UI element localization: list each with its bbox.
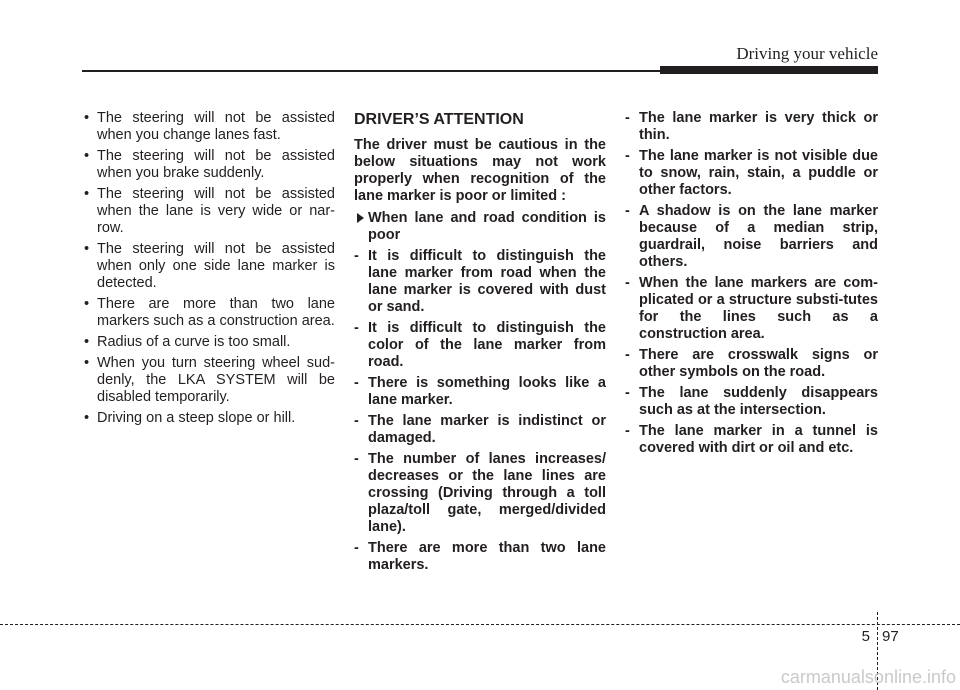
- list-item-text: A shadow is on the lane marker because of a median strip, guardrail, noise barriers and others.: [639, 203, 878, 270]
- list-item-text: The lane marker is not visible due to snow, rain, stain, a puddle or other factors.: [639, 148, 878, 198]
- list-item-text: The steering will not be assisted when you brake suddenly.: [97, 148, 335, 181]
- list-item: [354, 320, 606, 371]
- bullet-icon: •: [84, 410, 90, 426]
- header-rule: [82, 70, 660, 72]
- list-item-text: Driving on a steep slope or hill.: [97, 410, 296, 426]
- list-item-text: The lane suddenly disappears such as at the intersection.: [639, 385, 878, 418]
- dash-icon: -: [354, 451, 359, 467]
- list-item: [354, 413, 606, 447]
- section-title: Driving your vehicle: [736, 44, 878, 63]
- bullet-icon: •: [84, 148, 90, 164]
- list-item: [82, 241, 335, 292]
- middle-column: [354, 110, 606, 578]
- right-column: [625, 110, 878, 461]
- list-item: [354, 540, 606, 574]
- list-item-text: It is difficult to distinguish the color of the lane marker from road.: [368, 320, 606, 370]
- list-item-text: Radius of a curve is too small.: [97, 334, 291, 350]
- bullet-icon: •: [84, 296, 90, 312]
- dash-icon: -: [625, 275, 630, 291]
- footer-dashed-rule: [0, 624, 960, 625]
- dash-icon: -: [625, 423, 630, 439]
- list-item-text: When the lane markers are com-plicated or a structure substi-tutes for the lines such as a construction area.: [639, 275, 878, 342]
- list-item-text: The number of lanes increases/ decreases or the lane lines are crossing (Driving through a toll plaza/toll gate, merged/divided lane).: [368, 451, 606, 535]
- attention-intro: The driver must be cautious in the below situations may not work properly when recognition of the lane marker is poor or limited :: [354, 137, 606, 204]
- list-item: [354, 451, 606, 536]
- attention-heading: DRIVER’S ATTENTION: [354, 111, 524, 128]
- dash-icon: -: [354, 320, 359, 336]
- list-item-text: There are more than two lane markers such as a construction area.: [97, 296, 335, 329]
- list-item: [625, 203, 878, 271]
- dash-icon: -: [354, 540, 359, 556]
- list-item-text: The steering will not be assisted when you change lanes fast.: [97, 110, 335, 143]
- list-item: [625, 110, 878, 144]
- list-item-text: The steering will not be assisted when only one side lane marker is detected.: [97, 241, 335, 291]
- triangle-arrow-icon: [357, 213, 364, 223]
- list-item: [82, 148, 335, 182]
- bullet-icon: •: [84, 110, 90, 126]
- dash-icon: -: [625, 203, 630, 219]
- list-item: [82, 355, 335, 406]
- list-item: [625, 385, 878, 419]
- list-item: [82, 186, 335, 237]
- list-item-text: It is difficult to distinguish the lane marker from road when the lane marker is covered with dust or sand.: [368, 248, 606, 315]
- list-item: [354, 248, 606, 316]
- list-item-text: There are crosswalk signs or other symbols on the road.: [639, 347, 878, 380]
- list-item-text: The lane marker is indistinct or damaged.: [368, 413, 606, 446]
- left-column: [82, 110, 335, 431]
- dash-icon: -: [354, 413, 359, 429]
- bullet-icon: •: [84, 241, 90, 257]
- list-item-text: The steering will not be assisted when the lane is very wide or nar-row.: [97, 186, 335, 236]
- dash-icon: -: [625, 347, 630, 363]
- dash-icon: -: [625, 110, 630, 126]
- list-item: [82, 410, 335, 427]
- list-item: [625, 423, 878, 457]
- list-item: [625, 148, 878, 199]
- bullet-icon: •: [84, 355, 90, 371]
- list-item-text: The lane marker is very thick or thin.: [639, 110, 878, 143]
- list-item-text: There is something looks like a lane marker.: [368, 375, 606, 408]
- list-item: [82, 334, 335, 351]
- dash-icon: -: [625, 148, 630, 164]
- list-item-text: When you turn steering wheel sud-denly, the LKA SYSTEM will be disabled temporarily.: [97, 355, 335, 405]
- list-item: [625, 347, 878, 381]
- list-item-text: There are more than two lane markers.: [368, 540, 606, 573]
- dash-icon: -: [625, 385, 630, 401]
- header-tab-bar: [660, 66, 878, 74]
- bullet-icon: •: [84, 186, 90, 202]
- list-item: [82, 110, 335, 144]
- bullet-icon: •: [84, 334, 90, 350]
- dash-icon: -: [354, 375, 359, 391]
- subheading-text: When lane and road condition is poor: [368, 210, 606, 243]
- list-item-text: The lane marker in a tunnel is covered with dirt or oil and etc.: [639, 423, 878, 456]
- page-number: 97: [882, 628, 899, 645]
- site-watermark: carmanualsonline.info: [780, 667, 956, 687]
- list-item: [625, 275, 878, 343]
- chapter-number: 5: [861, 628, 870, 645]
- condition-subheading: [354, 210, 606, 244]
- list-item: [82, 296, 335, 330]
- dash-icon: -: [354, 248, 359, 264]
- list-item: [354, 375, 606, 409]
